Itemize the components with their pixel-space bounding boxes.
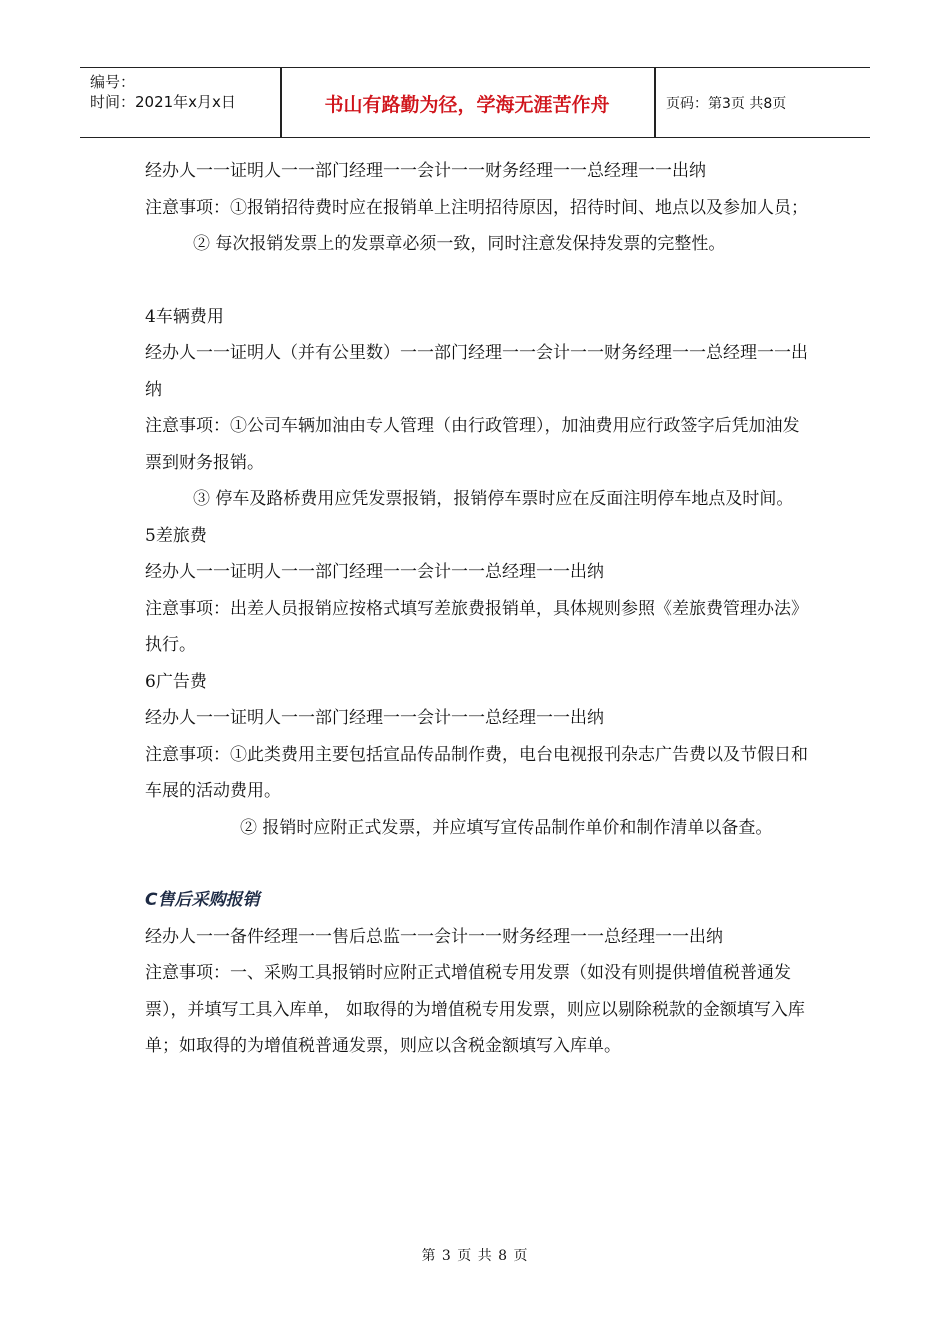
document-header (80, 67, 870, 138)
approval-flow: 经办人一一证明人一一部门经理一一会计一一总经理一一出纳 (145, 708, 604, 728)
approval-flow: 经办人一一证明人（并有公里数）一一部门经理一一会计一一财务经理一一总经理一一出纳 (145, 343, 808, 400)
header-page-info: 页码：第3页 共8页 (666, 96, 787, 112)
note-paragraph: 注意事项：①此类费用主要包括宣品传品制作费，电台电视报刊杂志广告费以及节假日和车展的活动费用。 (145, 744, 808, 801)
note-paragraph: 注意事项：出差人员报销应按格式填写差旅费报销单，具体规则参照《差旅费管理办法》执行。 (145, 598, 808, 655)
document-body (145, 153, 810, 1065)
section-heading: 5差旅费 (145, 525, 207, 546)
number-label: 编号： (90, 73, 136, 91)
note-item: ② 每次报销发票上的发票章必须一致，同时注意发保持发票的完整性。 (193, 234, 726, 254)
page-footer: 第 3 页 共 8 页 (421, 1248, 529, 1264)
header-motto: 书山有路勤为径，学海无涯苦作舟 (324, 94, 610, 116)
approval-flow: 经办人一一证明人一一部门经理一一会计一一总经理一一出纳 (145, 562, 604, 582)
approval-flow: 经办人一一证明人一一部门经理一一会计一一财务经理一一总经理一一出纳 (145, 161, 706, 181)
spacer (145, 263, 810, 299)
note-item: ③ 停车及路桥费用应凭发票报销，报销停车票时应在反面注明停车地点及时间。 (193, 489, 794, 509)
approval-flow: 经办人一一备件经理一一售后总监一一会计一一财务经理一一总经理一一出纳 (145, 926, 723, 947)
note-item: ② 报销时应附正式发票，并应填写宣传品制作单价和制作清单以备查。 (240, 817, 773, 838)
spacer (145, 846, 810, 882)
header-divider (654, 68, 656, 137)
section-title: C售后采购报销 (145, 890, 260, 910)
note-paragraph: 注意事项：①公司车辆加油由专人管理（由行政管理），加油费用应行政签字后凭加油发票到财务报销。 (145, 416, 800, 473)
section-heading: 4车辆费用 (145, 306, 224, 327)
note-paragraph: 注意事项：①报销招待费时应在报销单上注明招待原因，招待时间、地点以及参加人员； (145, 197, 808, 218)
time-label: 时间：2021年x月x日 (90, 93, 236, 111)
section-heading: 6广告费 (145, 671, 207, 692)
header-meta (90, 72, 236, 112)
note-paragraph: 注意事项：一、采购工具报销时应附正式增值税专用发票（如没有则提供增值税普通发票），并填写工具入库单， 如取得的为增值税专用发票，则应以剔除税款的金额填写入库单；如取得的为增值税普通发票，则应以含税金额填写入库单。 (145, 963, 805, 1056)
